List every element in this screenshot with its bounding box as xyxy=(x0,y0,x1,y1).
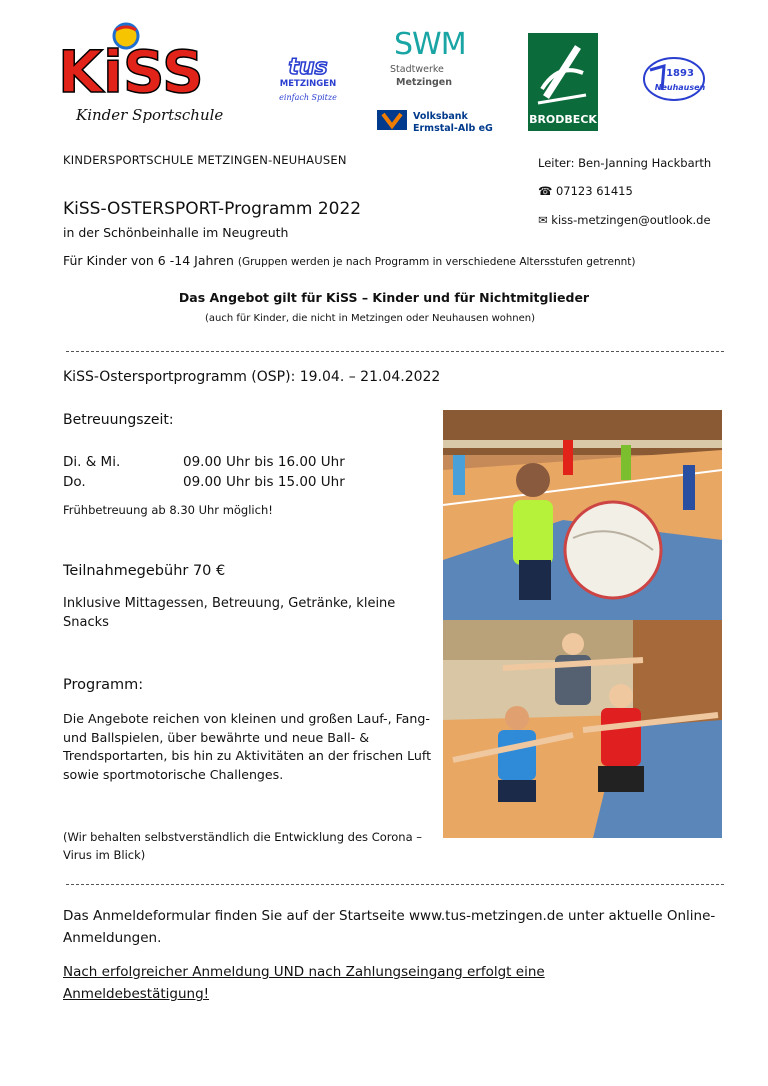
schedule-day: Do. xyxy=(63,474,86,490)
offer-subtext: (auch für Kinder, die nicht in Metzingen oder Neuhausen wohnen) xyxy=(205,313,535,324)
age-info xyxy=(63,253,636,268)
schedule-time: 09.00 Uhr bis 15.00 Uhr xyxy=(183,474,345,490)
svg-text:SWM: SWM xyxy=(394,27,466,62)
svg-text:tus: tus xyxy=(288,55,328,80)
fee-inclusive: Inklusive Mittagessen, Betreuung, Getränke, kleine Snacks xyxy=(63,596,396,630)
kiss-logo-subtitle: Kinder Sportschule xyxy=(76,106,224,124)
tsv-logo xyxy=(642,56,706,102)
svg-text:METZINGEN: METZINGEN xyxy=(279,79,337,89)
leader-name: Leiter: Ben-Janning Hackbarth xyxy=(538,156,712,170)
corona-note: (Wir behalten selbstverständlich die Entwicklung des Corona – Virus im Blick) xyxy=(63,830,423,862)
confirmation-info: Nach erfolgreicher Anmeldung UND nach Zahlungseingang erfolgt eine Anmeldebestätigung! xyxy=(63,964,545,1002)
svg-text:Ermstal-Alb eG: Ermstal-Alb eG xyxy=(413,123,493,134)
early-care: Frühbetreuung ab 8.30 Uhr möglich! xyxy=(63,503,273,517)
registration-info: Das Anmeldeformular finden Sie auf der Startseite www.tus-metzingen.de unter aktuelle Online-Anmeldungen. xyxy=(63,908,716,946)
divider-top xyxy=(66,351,724,352)
age-note: (Gruppen werden je nach Programm in verschiedene Altersstufen getrennt) xyxy=(237,256,636,268)
schedule-row xyxy=(63,454,345,470)
email-line xyxy=(538,213,711,227)
volksbank-logo xyxy=(375,105,495,135)
photo-kids-ball xyxy=(443,410,722,620)
email-address: kiss-metzingen@outlook.de xyxy=(551,213,711,227)
schedule-time: 09.00 Uhr bis 16.00 Uhr xyxy=(183,454,345,470)
osp-dates: KiSS-Ostersportprogramm (OSP): 19.04. – 21.04.2022 xyxy=(63,369,441,385)
age-range: Für Kinder von 6 -14 Jahren xyxy=(63,253,234,268)
offer-heading: Das Angebot gilt für KiSS – Kinder und für Nichtmitglieder xyxy=(178,290,590,305)
care-heading: Betreuungszeit: xyxy=(63,412,174,428)
mail-icon: ✉ xyxy=(538,213,548,227)
swm-logo xyxy=(386,26,486,90)
phone-icon: ☎ xyxy=(538,184,553,198)
program-heading: Programm: xyxy=(63,677,144,693)
divider-bottom xyxy=(66,884,724,885)
svg-text:1893: 1893 xyxy=(666,68,694,79)
tus-logo xyxy=(272,52,344,107)
page-title: KiSS-OSTERSPORT-Programm 2022 xyxy=(63,199,362,219)
svg-text:Stadtwerke: Stadtwerke xyxy=(390,64,444,75)
program-description: Die Angebote reichen von kleinen und großen Lauf-, Fang- und Ballspielen, über bewährte und neue Ball- & Trendsportarten, bis hin zu Aktivitäten an der frischen Luft sowie sportmotorische Challenges. xyxy=(63,711,432,782)
svg-text:Neuhausen: Neuhausen xyxy=(654,83,706,92)
svg-text:BRODBECK: BRODBECK xyxy=(529,113,597,126)
kiss-logo xyxy=(56,20,231,130)
photo-kids-pose xyxy=(443,620,722,838)
fee-heading: Teilnahmegebühr 70 € xyxy=(63,563,226,579)
svg-text:einfach Spitze: einfach Spitze xyxy=(279,93,337,102)
kiss-logo-k: KiSS xyxy=(58,38,204,106)
svg-text:Volksbank: Volksbank xyxy=(413,111,468,122)
phone-number: 07123 61415 xyxy=(555,184,633,198)
schedule-day: Di. & Mi. xyxy=(63,454,121,470)
venue: in der Schönbeinhalle im Neugreuth xyxy=(63,225,289,240)
schedule-row xyxy=(63,474,345,490)
svg-text:Metzingen: Metzingen xyxy=(396,77,452,88)
organization-name: KINDERSPORTSCHULE METZINGEN-NEUHAUSEN xyxy=(63,153,347,167)
phone-line xyxy=(538,184,633,198)
brodbeck-logo xyxy=(528,33,598,131)
